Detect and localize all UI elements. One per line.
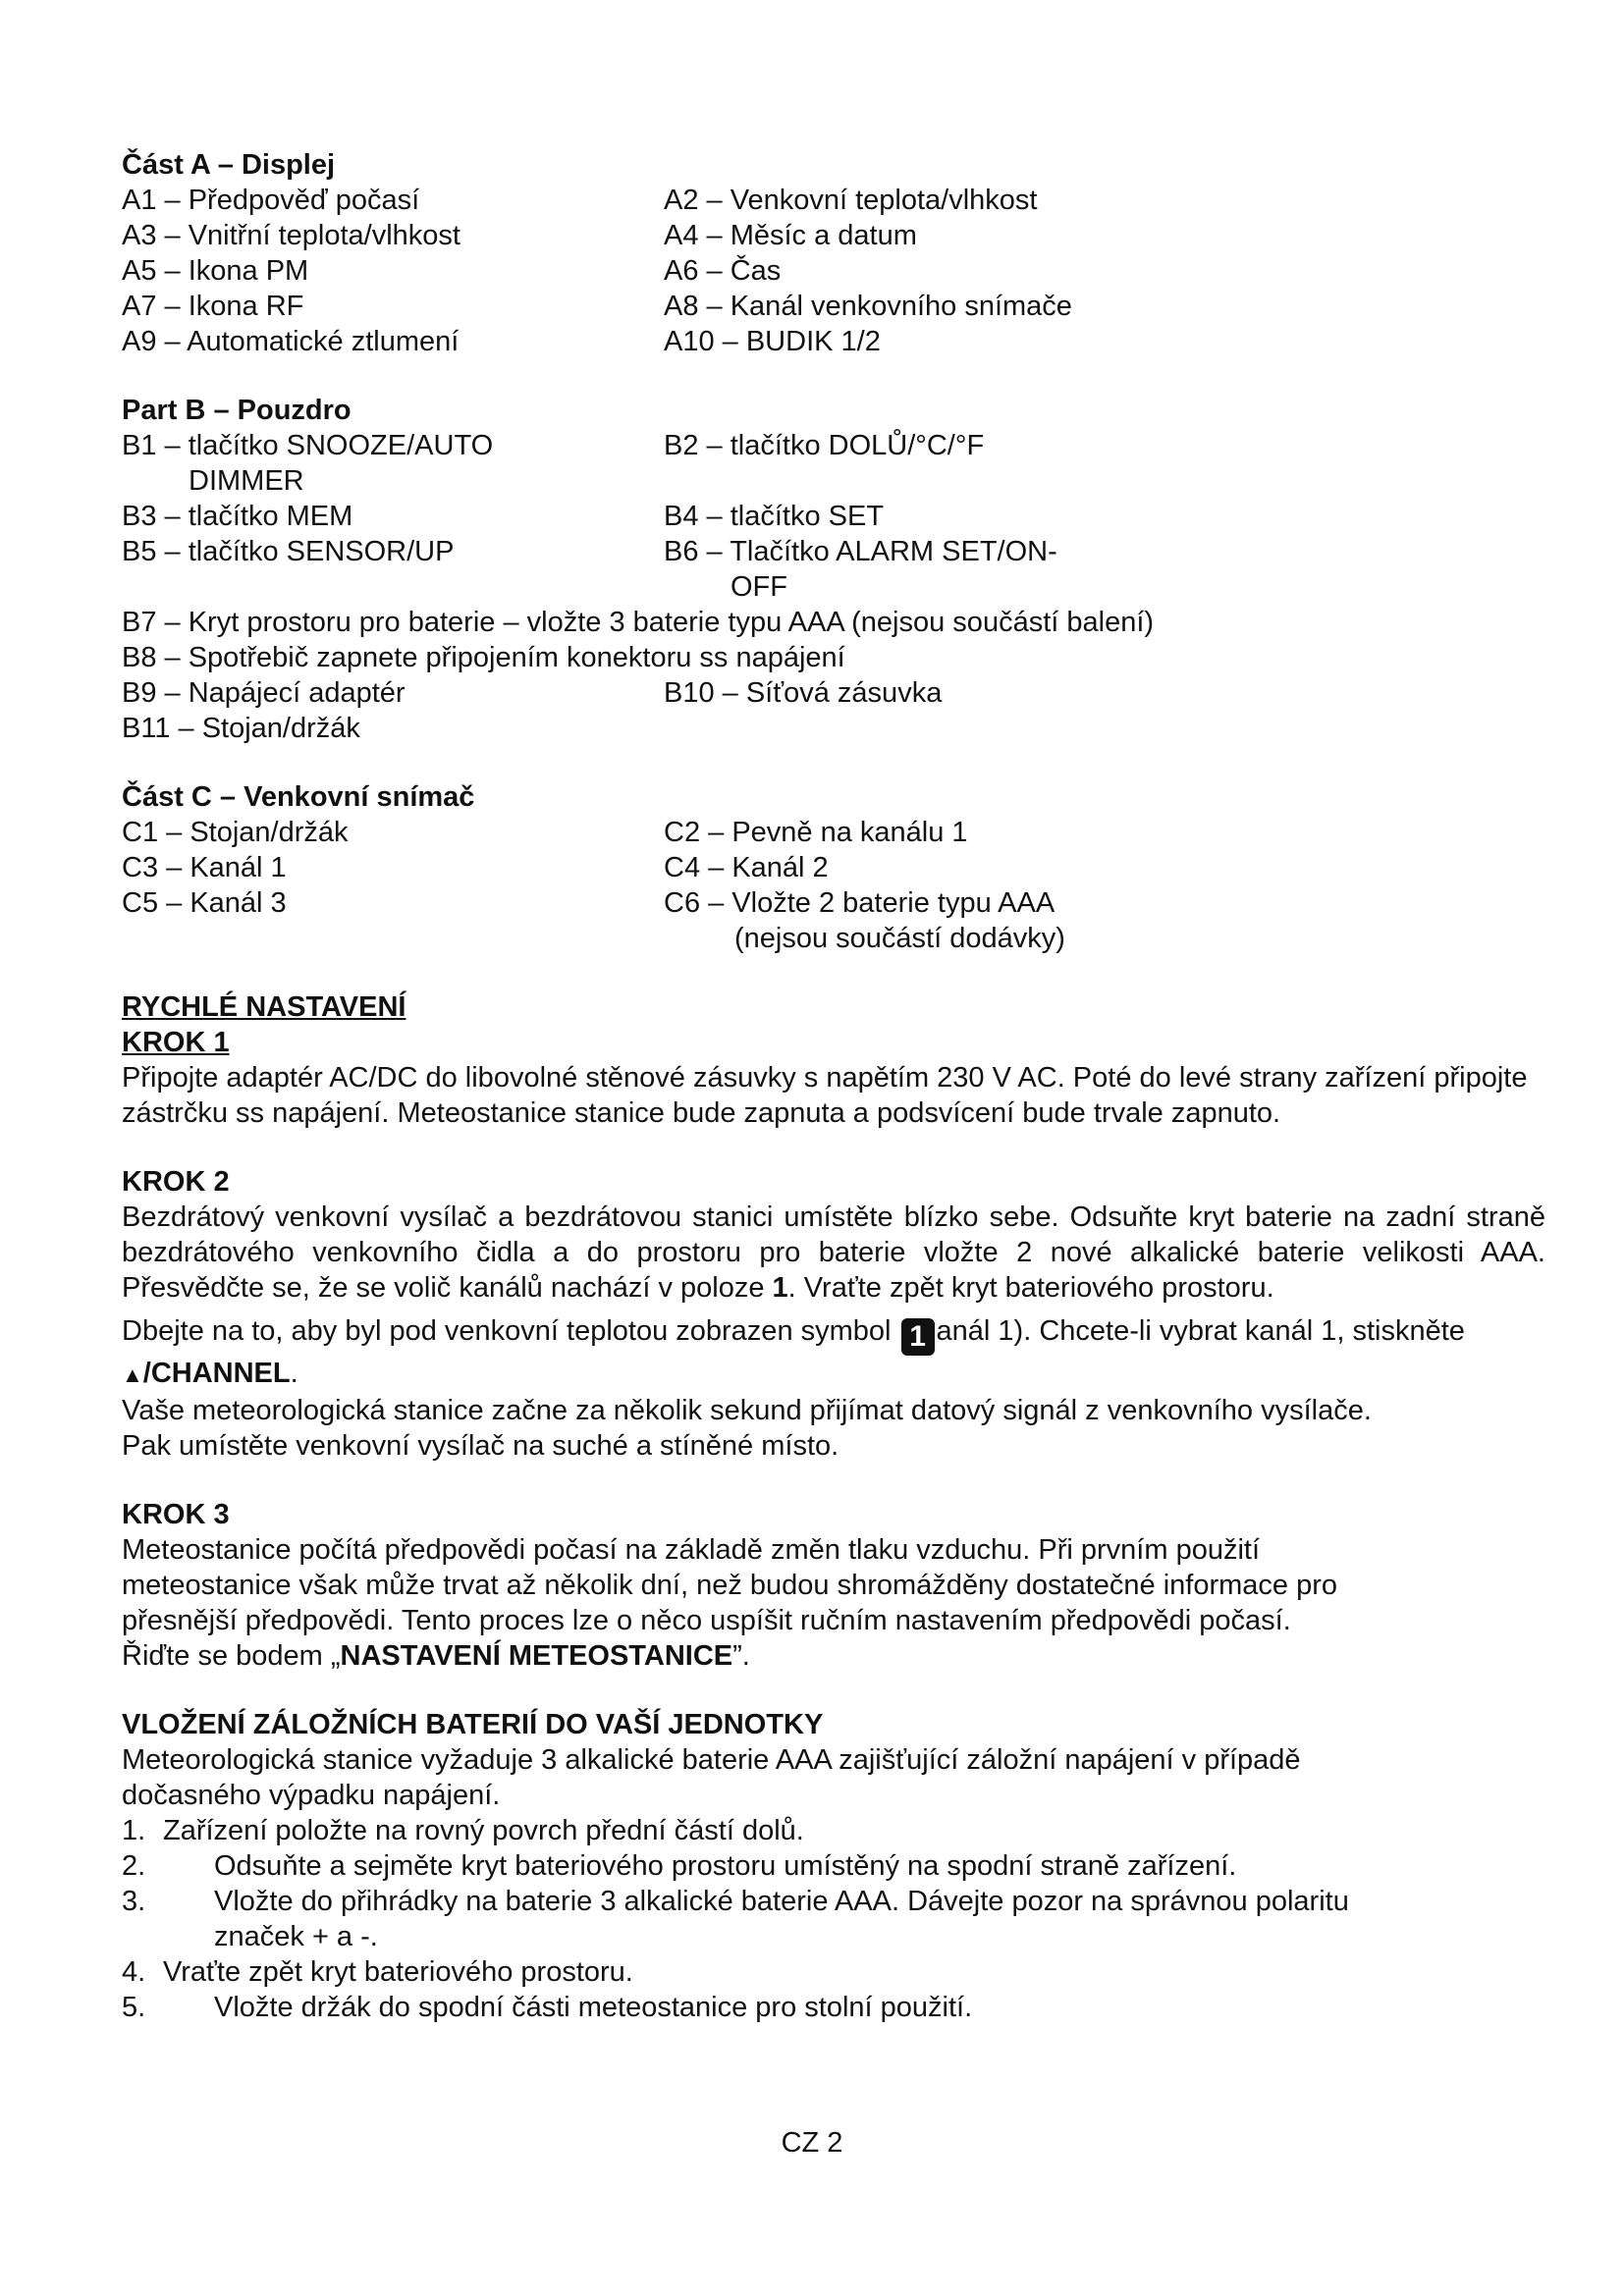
list-item [122,1954,1545,1990]
part-b-row [122,428,1545,499]
part-a-item: A2 – Venkovní teplota/vlhkost [664,185,1038,216]
list-item [122,1884,1545,1954]
step-2-paragraph-4: Pak umístěte venkovní vysílač na suché a stíněné místo. [122,1430,839,1462]
part-c-item-c6-cont: (nejsou součástí dodávky) [734,923,1065,954]
part-c-item [664,885,1545,956]
up-triangle-icon: ▲ [122,1362,143,1387]
list-number: 5. [122,1992,146,2023]
part-c-item-c1: C1 – Stojan/držák [122,817,349,848]
list-text-line: značek + a -. [214,1921,378,1952]
part-a-row [122,218,1545,253]
step-3-l4-b: ”. [732,1640,750,1672]
backup-title: VLOŽENÍ ZÁLOŽNÍCH BATERIÍ DO VAŠÍ JEDNOTKY [122,1709,824,1740]
list-text: Vraťte zpět kryt bateriového prostoru. [163,1956,633,1988]
step-2-paragraph-2 [122,1313,1545,1393]
part-c-item-c2: C2 – Pevně na kanálu 1 [664,817,968,848]
part-b-row [122,534,1545,605]
channel-1-icon: 1 [901,1318,935,1356]
part-b-title: Part B – Pouzdro [122,395,352,426]
list-item [122,1990,1545,2025]
list-number: 4. [122,1956,146,1988]
part-b-item-b7: B7 – Kryt prostoru pro baterie – vložte 3 baterie typu AAA (nejsou součástí balení) [122,607,1155,638]
part-c-item-c3: C3 – Kanál 1 [122,852,287,883]
list-text: Odsuňte a sejměte kryt bateriového prostoru umístěný na spodní straně zařízení. [214,1850,1237,1882]
part-b-item-b4: B4 – tlačítko SET [664,501,885,532]
part-a-row [122,253,1545,289]
list-number: 2. [122,1850,146,1882]
step-3-line: meteostanice však může trvat až několik dní, než budou shromážděny dostatečné informace pro [122,1570,1337,1601]
part-a-item: A3 – Vnitřní teplota/vlhkost [122,220,460,251]
part-b-row [122,675,1545,711]
step-2-p2-c: . [290,1358,298,1389]
quick-setup-title: RYCHLÉ NASTAVENÍ [122,991,406,1023]
step-1-title: KROK 1 [122,1027,230,1058]
list-number: 1. [122,1815,146,1846]
part-b-row [122,499,1545,534]
part-b-item-b2: B2 – tlačítko DOLŮ/°C/°F [664,430,985,461]
part-a-item: A6 – Čas [664,255,782,287]
part-a-item: A8 – Kanál venkovního snímače [664,291,1072,322]
part-a-item: A10 – BUDIK 1/2 [664,326,881,357]
part-b-item [664,534,1545,605]
part-c-row [122,885,1545,956]
step-2-text-a: Bezdrátový venkovní vysílač a bezdrátovou stanici umístěte blízko sebe. Odsuňte kryt baterie na zadní straně bezdrátového venkovního čidla a do prostoru pro baterie vložte 2 nové alkalické baterie velikosti AAA. Přesvědčte se, že se volič kanálů nachází v poloze [122,1201,1545,1304]
document-page [122,147,1545,2025]
step-2-p2-b: anál 1). Chcete-li vybrat kanál 1, stiskněte [936,1315,1465,1347]
weather-station-settings-ref: NASTAVENÍ METEOSTANICE [340,1640,733,1672]
part-a-item: A5 – Ikona PM [122,255,309,287]
part-c-row [122,850,1545,885]
part-b-item-b3: B3 – tlačítko MEM [122,501,353,532]
part-a-item: A1 – Předpověď počasí [122,185,420,216]
step-2-p2-a: Dbejte na to, aby byl pod venkovní teplotou zobrazen symbol [122,1315,892,1347]
step-3-title: KROK 3 [122,1499,230,1530]
part-b-item-b1: B1 – tlačítko SNOOZE/AUTO [122,430,494,461]
part-c-item-c5: C5 – Kanál 3 [122,887,287,919]
part-a-title: Část A – Displej [122,149,336,181]
list-text: Vložte držák do spodní části meteostanice pro stolní použití. [214,1992,973,2023]
part-c-item-c6: C6 – Vložte 2 baterie typu AAA [664,887,1056,919]
part-a-item: A9 – Automatické ztlumení [122,326,460,357]
list-text-line: Vložte do přihrádky na baterie 3 alkalické baterie AAA. Dávejte pozor na správnou polaritu [214,1886,1349,1917]
step-2-paragraph-3: Vaše meteorologická stanice začne za několik sekund přijímat datový signál z venkovního vysílače. [122,1395,1372,1426]
part-c-item-c4: C4 – Kanál 2 [664,852,829,883]
list-item [122,1848,1545,1884]
list-text: Zařízení položte na rovný povrch přední částí dolů. [163,1815,804,1846]
list-text [214,1884,1349,1954]
backup-intro: dočasného výpadku napájení. [122,1780,501,1811]
step-3-l4-a: Řiďte se bodem „ [122,1640,341,1672]
step-2-paragraph [122,1200,1545,1306]
part-b-item-b11: B11 – Stojan/držák [122,713,360,744]
channel-position-bold: 1 [772,1272,788,1304]
part-c-title: Část C – Venkovní snímač [122,781,475,813]
step-1-text: Připojte adaptér AC/DC do libovolné stěnové zásuvky s napětím 230 V AC. Poté do levé strany zařízení připojte zástrčku ss napájení. Meteostanice stanice bude zapnuta a podsvícení bude trvale zapnuto. [122,1062,1528,1129]
part-b-item-b6-cont: OFF [731,571,787,603]
part-b-item-b9: B9 – Napájecí adaptér [122,677,406,709]
list-item [122,1813,1545,1848]
part-a-row [122,289,1545,324]
part-b-item-b5: B5 – tlačítko SENSOR/UP [122,536,455,567]
step-2-text-b: . Vraťte zpět kryt bateriového prostoru. [787,1272,1274,1304]
part-b-item-b10: B10 – Síťová zásuvka [664,677,943,709]
list-number: 3. [122,1886,146,1917]
part-c-row [122,815,1545,850]
part-a-item: A7 – Ikona RF [122,291,304,322]
part-b-item-b1-cont: DIMMER [189,465,304,497]
step-3-line: Meteostanice počítá předpovědi počasí na základě změn tlaku vzduchu. Při prvním použití [122,1534,1261,1566]
backup-intro: Meteorologická stanice vyžaduje 3 alkalické baterie AAA zajišťující záložní napájení v případě [122,1744,1301,1776]
step-3-line: přesnější předpovědi. Tento proces lze o něco uspíšit ručním nastavením předpovědi počasí. [122,1605,1291,1636]
step-3-line [122,1638,1545,1674]
part-b-item-b8: B8 – Spotřebič zapnete připojením konektoru ss napájení [122,642,845,673]
page-number: CZ 2 [781,2127,843,2159]
part-a-row [122,324,1545,359]
part-b-item-b6: B6 – Tlačítko ALARM SET/ON- [664,536,1057,567]
part-a-row [122,183,1545,218]
step-2-title: KROK 2 [122,1166,230,1198]
part-b-item [122,428,664,499]
channel-button-label: /CHANNEL [142,1358,291,1389]
part-a-item: A4 – Měsíc a datum [664,220,917,251]
